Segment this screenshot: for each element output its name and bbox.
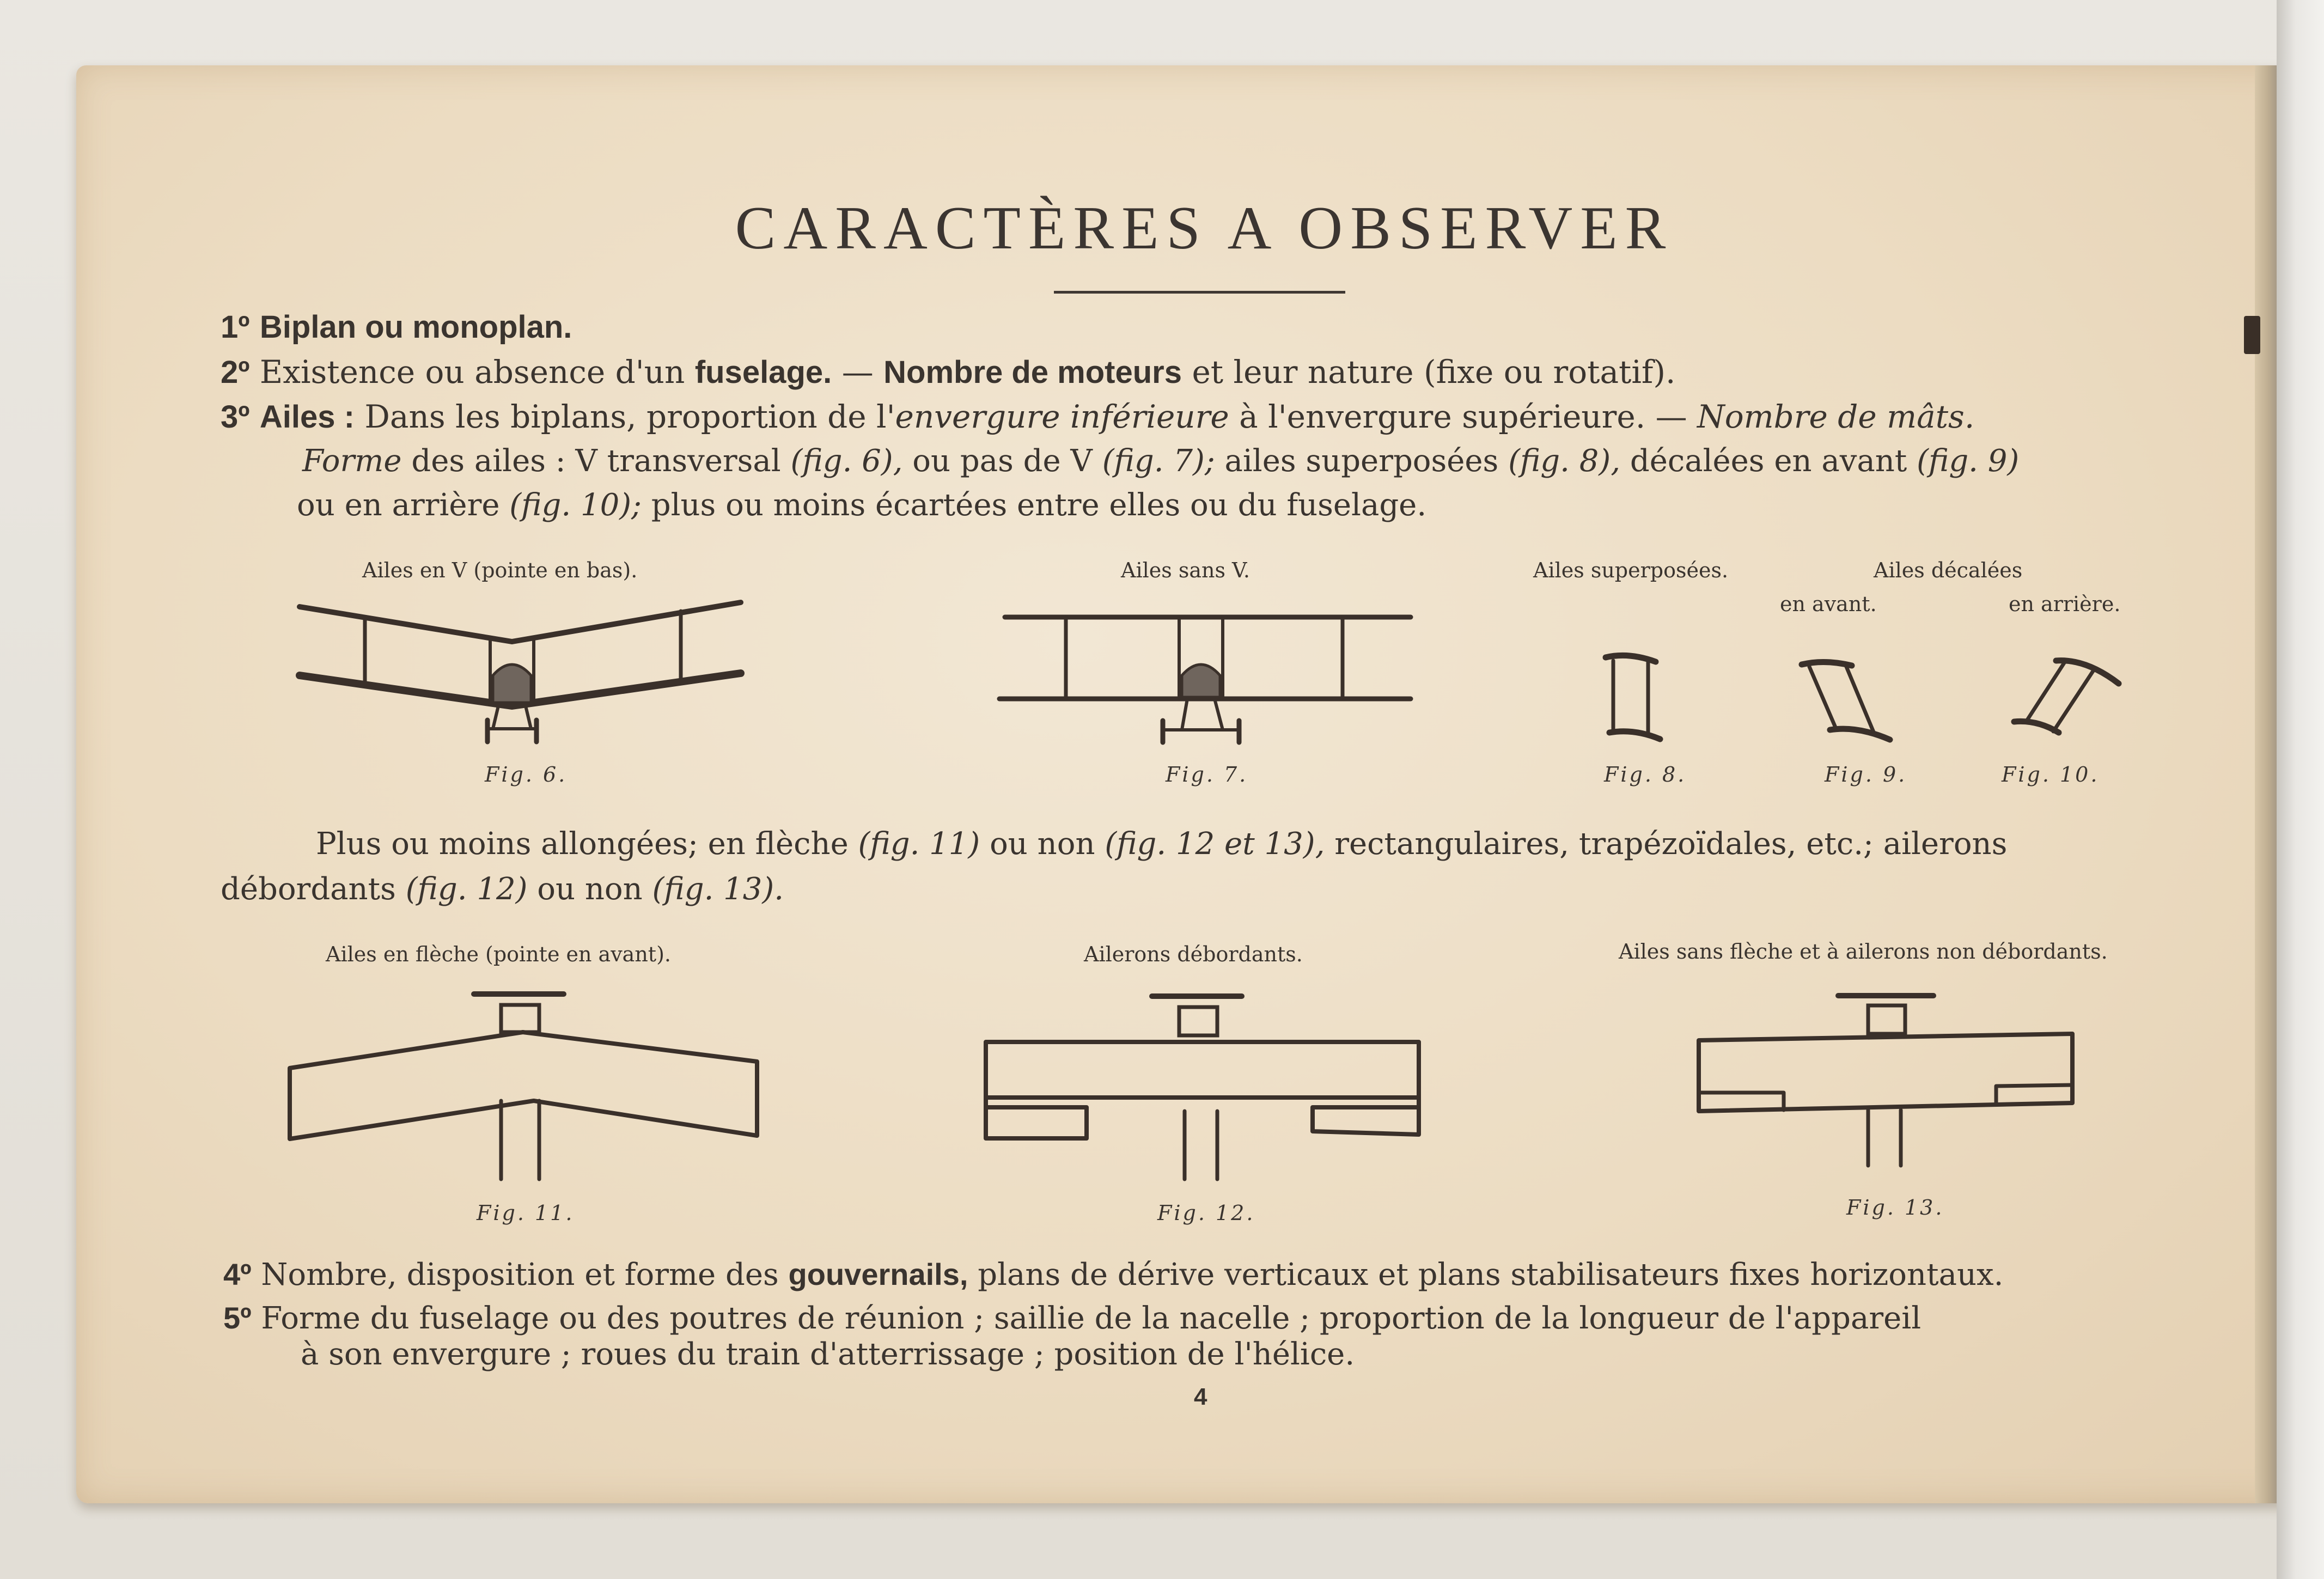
fig-ref-12: (fig. 12)	[405, 871, 528, 907]
item-2-dash: —	[841, 353, 874, 391]
title-rule	[1054, 291, 1345, 294]
p2-text-f: débordants	[221, 871, 396, 907]
page-title: CARACTÈRES A OBSERVER	[735, 194, 1674, 262]
fig-12-label: Fig. 12.	[1157, 1201, 1255, 1225]
decalees-text: décalées en avant	[1630, 443, 1907, 479]
item-3-line-3	[297, 486, 1426, 525]
superposees-text: ailes superposées	[1224, 443, 1499, 479]
fig-ref-13: (fig. 13).	[652, 871, 784, 907]
ecartees-text: plus ou moins écartées entre elles ou du fuselage.	[651, 487, 1427, 523]
fig-9-label: Fig. 9.	[1825, 763, 1907, 787]
figure-6-v-wings	[289, 594, 757, 752]
p2-text-a: Plus ou moins allongées; en flèche	[316, 826, 849, 862]
arriere-text: ou en arrière	[297, 487, 500, 523]
item-3-text-a: Dans les biplans, proportion de l'	[364, 398, 895, 435]
item-2-text-a: Existence ou absence d'un	[259, 353, 685, 391]
item-3	[221, 398, 1974, 436]
figure-12-overhanging-ailerons	[978, 989, 1435, 1185]
fig-7-label: Fig. 7.	[1166, 763, 1248, 787]
figure-13-flush-ailerons	[1691, 986, 2083, 1171]
item-5-text-b: à son envergure ; roues du train d'atterrissage ; position de l'hélice.	[301, 1337, 1355, 1372]
fig-6-label: Fig. 6.	[485, 763, 568, 787]
forme-label: Forme	[302, 443, 402, 479]
caption-decalees: Ailes décalées	[1874, 558, 2023, 582]
fig-11-label: Fig. 11.	[477, 1201, 575, 1225]
paragraph-2-line-2	[221, 870, 784, 909]
item-2	[221, 353, 1675, 392]
fig-ref-7: (fig. 7);	[1102, 443, 1215, 479]
fig-ref-11: (fig. 11)	[858, 826, 980, 862]
item-3-envergure: envergure inférieure	[895, 398, 1229, 435]
item-1-text: Biplan ou monoplan.	[259, 309, 572, 345]
item-4-text-c: plans de dérive verticaux et plans stabilisateurs fixes horizontaux.	[978, 1257, 2004, 1293]
pas-de-v-text: ou pas de V	[912, 443, 1093, 479]
figure-8-superposed-wings	[1596, 645, 1678, 749]
figure-9-forward-stagger	[1792, 654, 1901, 752]
p2-text-e: rectangulaires, trapézoïdales, etc.; ailerons	[1334, 826, 2008, 862]
caption-fig-11: Ailes en flèche (pointe en avant).	[326, 942, 671, 966]
figure-10-backward-stagger	[2004, 651, 2124, 749]
fig-13-label: Fig. 13.	[1846, 1196, 1944, 1220]
item-5-number: 5º	[223, 1301, 252, 1335]
caption-fig-6: Ailes en V (pointe en bas).	[362, 558, 638, 582]
item-3-line-2	[302, 442, 2019, 480]
caption-fig-10: en arrière.	[2009, 592, 2121, 616]
page-number: 4	[1194, 1383, 1207, 1410]
figure-11-swept-wings	[283, 989, 763, 1185]
p2-text-h: ou non	[537, 871, 643, 907]
fig-ref-6: (fig. 6),	[790, 443, 903, 479]
item-2-nombre-moteurs: Nombre de moteurs	[883, 355, 1182, 390]
caption-fig-13: Ailes sans flèche et à ailerons non débordants.	[1619, 940, 2108, 964]
item-3-number: 3º	[221, 399, 250, 435]
paragraph-2-line-1	[316, 825, 2007, 863]
fig-ref-9: (fig. 9)	[1917, 443, 2020, 479]
fig-ref-8: (fig. 8),	[1508, 443, 1621, 479]
caption-fig-8: Ailes superposées.	[1533, 558, 1729, 582]
page-tab-mark	[2244, 316, 2260, 354]
item-2-text-e: et leur nature (fixe ou rotatif).	[1192, 353, 1676, 391]
fig-10-label: Fig. 10.	[2002, 763, 2100, 787]
p2-text-c: ou non	[990, 826, 1095, 862]
caption-fig-7: Ailes sans V.	[1121, 558, 1250, 582]
item-4	[223, 1255, 2003, 1294]
item-2-number: 2º	[221, 355, 250, 390]
fig-ref-10: (fig. 10);	[509, 487, 642, 523]
caption-fig-12: Ailerons débordants.	[1084, 942, 1303, 966]
item-5	[223, 1299, 1921, 1338]
item-5-line-2	[301, 1336, 1355, 1374]
page-gutter	[2255, 65, 2277, 1503]
item-2-fuselage: fuselage.	[694, 355, 832, 390]
item-5-text-a: Forme du fuselage ou des poutres de réunion ; saillie de la nacelle ; proportion de la longueur de l'appareil	[261, 1301, 1922, 1336]
item-4-number: 4º	[223, 1257, 252, 1291]
item-3-text-c: à l'envergure supérieure. —	[1239, 398, 1687, 435]
fig-ref-12-13: (fig. 12 et 13),	[1105, 826, 1325, 862]
item-4-gouvernails: gouvernails,	[788, 1257, 968, 1291]
fig-8-label: Fig. 8.	[1604, 763, 1687, 787]
caption-fig-9: en avant.	[1780, 592, 1877, 616]
forme-text: des ailes : V transversal	[411, 443, 781, 479]
item-1-number: 1º	[221, 309, 250, 345]
item-1	[221, 308, 572, 346]
item-3-ailes: Ailes :	[259, 399, 355, 435]
item-3-nombre-mats: Nombre de mâts.	[1697, 398, 1975, 435]
item-4-text-a: Nombre, disposition et forme des	[261, 1257, 779, 1293]
figure-7-no-v-wings	[994, 607, 1419, 749]
